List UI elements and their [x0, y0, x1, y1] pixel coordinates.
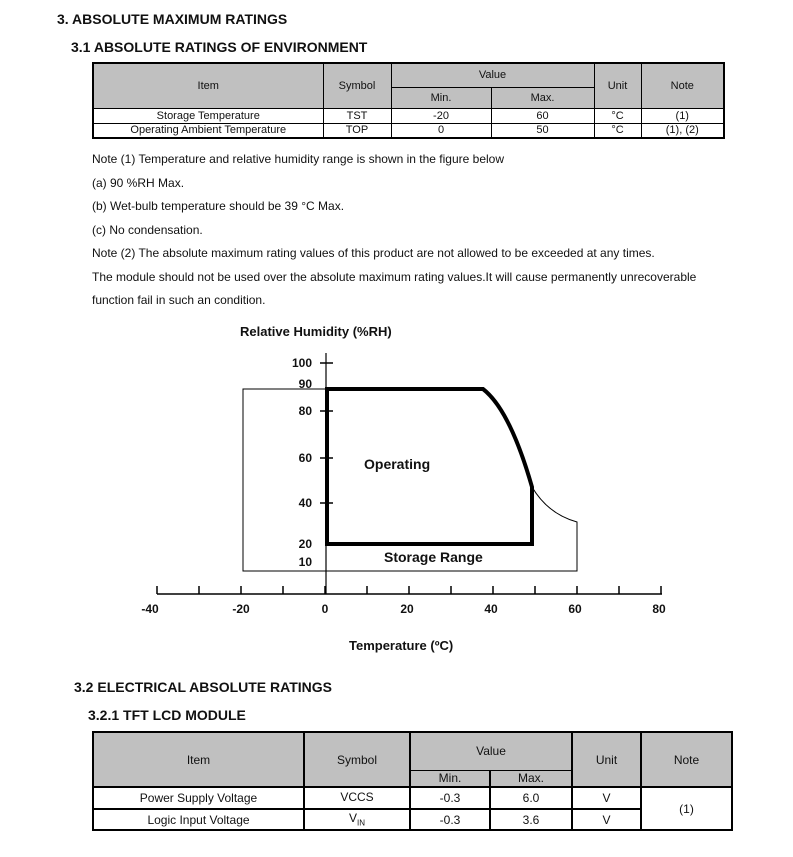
- note-line: (a) 90 %RH Max.: [92, 175, 185, 190]
- storage-range-label: Storage Range: [384, 549, 483, 565]
- env-cell-item: Storage Temperature: [93, 108, 323, 123]
- env-cell-max: 50: [491, 123, 594, 138]
- env-cell-item: Operating Ambient Temperature: [93, 123, 323, 138]
- y-tick-label: 10: [298, 555, 312, 569]
- section-heading-3-2-1: 3.2.1 TFT LCD MODULE: [88, 707, 246, 723]
- env-header-unit: Unit: [594, 63, 641, 108]
- env-cell-min: 0: [391, 123, 491, 138]
- x-tick-label: 80: [652, 602, 666, 616]
- elec-cell-item: Logic Input Voltage: [93, 809, 304, 830]
- x-axis-ticks: [157, 586, 661, 594]
- x-tick-label: 40: [484, 602, 498, 616]
- env-header-max: Max.: [491, 87, 594, 108]
- elec-cell-min: -0.3: [410, 809, 490, 830]
- env-cell-symbol: TOP: [323, 123, 391, 138]
- symbol-subscript: IN: [357, 818, 365, 828]
- env-ratings-table: [92, 62, 725, 139]
- x-tick-label: -40: [141, 602, 159, 616]
- x-tick-label: -20: [232, 602, 250, 616]
- chart-y-axis-title: Relative Humidity (%RH): [240, 324, 392, 339]
- env-cell-unit: °C: [594, 108, 641, 123]
- y-tick-label: 100: [291, 356, 312, 370]
- chart-x-axis-title: Temperature (ºC): [349, 638, 454, 653]
- elec-cell-max: 6.0: [490, 787, 572, 809]
- table-row: [93, 108, 724, 123]
- elec-header-unit: Unit: [572, 732, 641, 787]
- env-cell-max: 60: [491, 108, 594, 123]
- y-tick-label: 90: [298, 377, 312, 391]
- note-line: Note (2) The absolute maximum rating values of this product are not allowed to be exceeded at any times.: [92, 246, 655, 260]
- env-cell-note: (1), (2): [641, 123, 724, 138]
- operating-region-label: Operating: [364, 456, 431, 472]
- table-row: [93, 123, 724, 138]
- elec-header-note: Note: [641, 732, 732, 787]
- x-tick-label: 20: [400, 602, 414, 616]
- symbol-text: VCCS: [340, 789, 374, 804]
- elec-header-min: Min.: [410, 770, 490, 787]
- elec-cell-max: 3.6: [490, 809, 572, 830]
- elec-ratings-table: [92, 731, 733, 831]
- section-heading-3-1: 3.1 ABSOLUTE RATINGS OF ENVIRONMENT: [71, 39, 368, 55]
- section-heading-3: 3. ABSOLUTE MAXIMUM RATINGS: [57, 11, 288, 27]
- env-cell-min: -20: [391, 108, 491, 123]
- note-line: Note (1) Temperature and relative humidity range is shown in the figure below: [92, 152, 504, 166]
- elec-header-symbol: Symbol: [304, 732, 410, 787]
- y-tick-label: 80: [298, 404, 312, 418]
- env-header-note: Note: [641, 63, 724, 108]
- y-tick-label: 40: [298, 496, 312, 510]
- elec-cell-symbol: [304, 787, 410, 809]
- elec-cell-unit: V: [572, 809, 641, 830]
- env-cell-unit: °C: [594, 123, 641, 138]
- y-tick-label: 20: [298, 537, 312, 551]
- elec-cell-item: Power Supply Voltage: [93, 787, 304, 809]
- table-row: [93, 809, 732, 830]
- elec-header-value: Value: [410, 732, 572, 770]
- note-line: The module should not be used over the absolute maximum rating values.It will cause permanently unrecoverable: [92, 269, 697, 284]
- note-line: function fail in such an condition.: [92, 293, 266, 307]
- elec-cell-symbol: [304, 809, 410, 830]
- elec-header-max: Max.: [490, 770, 572, 787]
- elec-cell-unit: V: [572, 787, 641, 809]
- x-tick-label: 0: [321, 602, 329, 616]
- elec-cell-min: -0.3: [410, 787, 490, 809]
- y-tick-label: 60: [298, 451, 312, 465]
- env-header-item: Item: [93, 63, 323, 108]
- symbol-text: V: [348, 811, 357, 826]
- env-header-min: Min.: [391, 87, 491, 108]
- table-row: [93, 787, 732, 809]
- note-line: (c) No condensation.: [92, 222, 203, 237]
- env-cell-note: (1): [641, 108, 724, 123]
- notes-block: [92, 148, 696, 313]
- note-line: (b) Wet-bulb temperature should be 39 °C Max.: [92, 199, 345, 213]
- x-tick-label: 60: [568, 602, 582, 616]
- elec-cell-note: (1): [641, 787, 732, 830]
- section-heading-3-2: 3.2 ELECTRICAL ABSOLUTE RATINGS: [74, 679, 332, 695]
- env-cell-symbol: TST: [323, 108, 391, 123]
- env-header-value: Value: [391, 63, 594, 87]
- elec-header-item: Item: [93, 732, 304, 787]
- env-header-symbol: Symbol: [323, 63, 391, 108]
